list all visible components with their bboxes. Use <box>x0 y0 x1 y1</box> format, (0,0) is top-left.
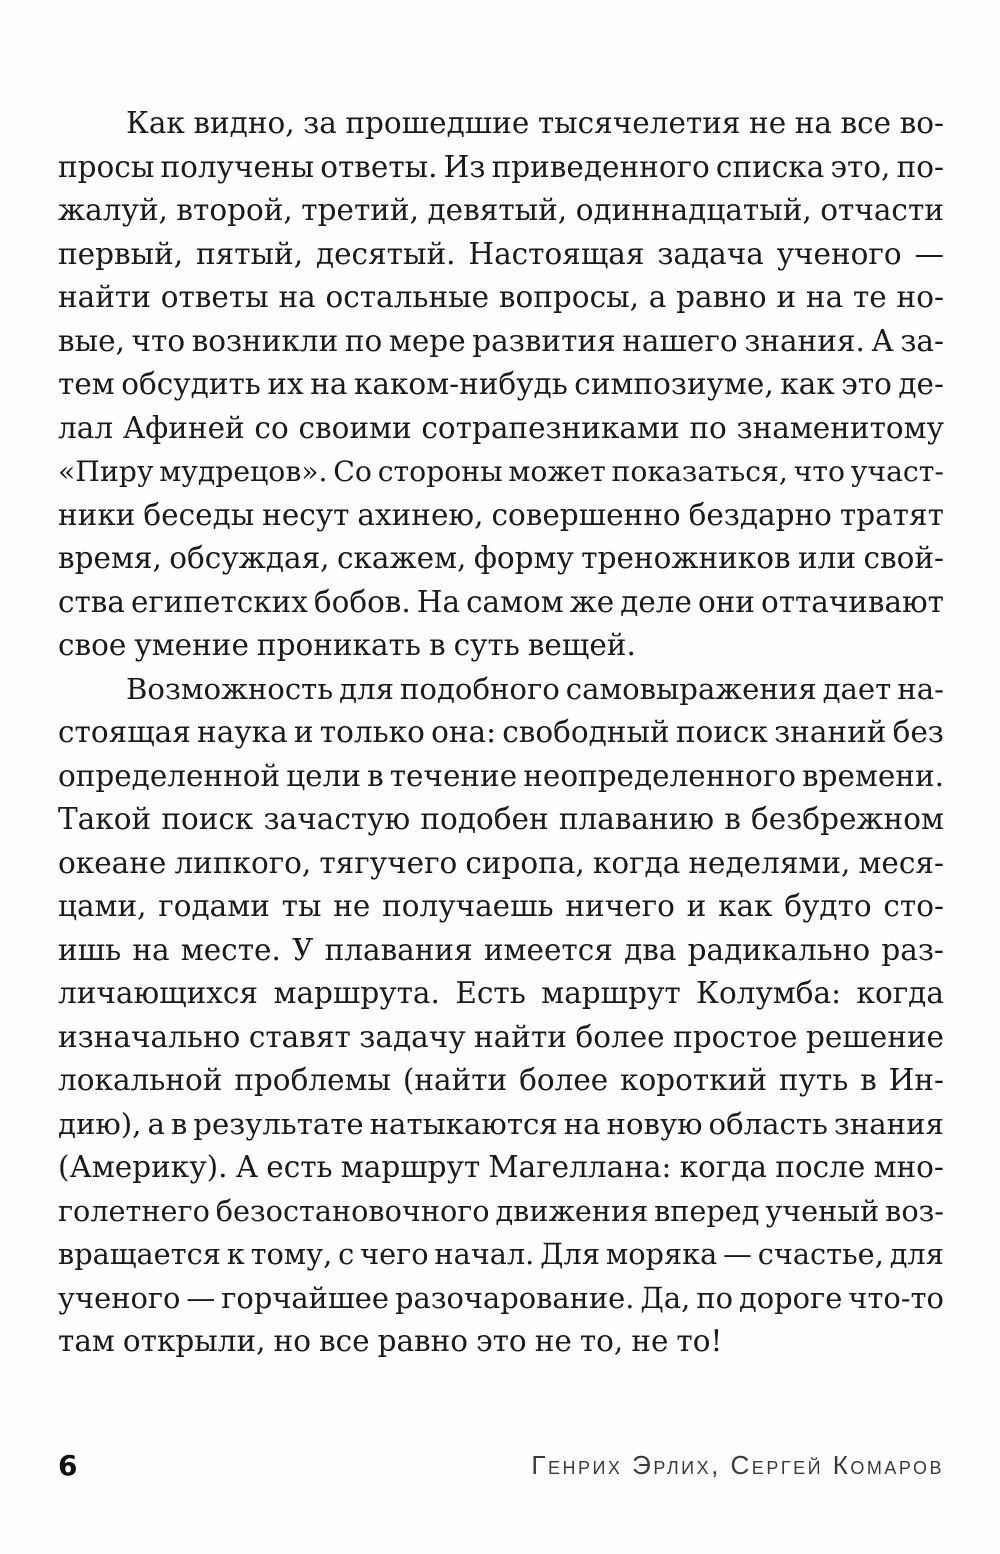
text-line: личающихся маршрута. Есть маршрут Колумба: когда <box>58 976 944 1010</box>
body-text <box>58 102 944 1364</box>
text-line: ишь на месте. У плавания имеется два радикально раз- <box>58 932 944 967</box>
text-line: определенной цели в течение неопределенного времени. <box>58 758 944 793</box>
text-line: лал Афиней со своими сотрапезниками по знаменитому <box>58 410 944 445</box>
text-line: просы получены ответы. Из приведенного списка это, по- <box>58 149 944 184</box>
paragraph-2 <box>58 668 944 1364</box>
page-number: 6 <box>58 1448 78 1482</box>
text-line: жалуй, второй, третий, девятый, одиннадцатый, отчасти <box>58 193 944 227</box>
text-line: время, обсуждая, скажем, форму треножников или свой- <box>58 541 944 575</box>
paragraph-1 <box>58 102 944 668</box>
text-line: вращается к тому, с чего начал. Для моряка — счастье, для <box>58 1237 944 1271</box>
text-line: ства египетских бобов. На самом же деле они оттачивают <box>58 584 944 619</box>
text-line: тем обсудить их на каком-нибудь симпозиуме, как это де- <box>58 367 944 401</box>
text-line: свое умение проникать в суть вещей. <box>58 628 636 662</box>
text-line: найти ответы на остальные вопросы, а равно и на те но- <box>58 280 944 314</box>
text-line: первый, пятый, десятый. Настоящая задача ученого — <box>58 236 944 271</box>
text-line: цами, годами ты не получаешь ничего и как будто сто- <box>58 889 944 923</box>
text-line: «Пиру мудрецов». Со стороны может показаться, что участ- <box>58 455 944 488</box>
text-line: изначально ставят задачу найти более простое решение <box>58 1019 944 1054</box>
text-line: там открыли, но все равно это не то, не то! <box>58 1324 723 1358</box>
text-line: голетнего безостановочного движения вперед ученый воз- <box>58 1193 944 1228</box>
text-line: стоящая наука и только она: свободный поиск знаний без <box>58 715 944 749</box>
page-footer <box>58 1443 944 1487</box>
text-line: океане липкого, тягучего сиропа, когда неделями, меся- <box>58 845 944 880</box>
text-line: ники беседы несут ахинею, совершенно бездарно тратят <box>58 497 944 532</box>
text-line: (Америку). А есть маршрут Магеллана: когда после мно- <box>58 1150 944 1184</box>
text-line: вые, что возникли по мере развития нашего знания. А за- <box>58 323 944 358</box>
text-line: локальной проблемы (найти более короткий путь в Ин- <box>58 1063 944 1097</box>
text-line: Такой поиск зачастую подобен плаванию в безбрежном <box>58 802 944 836</box>
text-line: дию), а в результате натыкаются на новую область знания <box>58 1106 944 1141</box>
text-line: Возможность для подобного самовыражения дает на- <box>126 671 944 706</box>
running-head-authors: Генрих Эрлих, Сергей Комаров <box>531 1449 944 1480</box>
text-line: Как видно, за прошедшие тысячелетия не на все во- <box>126 106 944 140</box>
text-line: ученого — горчайшее разочарование. Да, по дороге что-то <box>58 1280 944 1315</box>
